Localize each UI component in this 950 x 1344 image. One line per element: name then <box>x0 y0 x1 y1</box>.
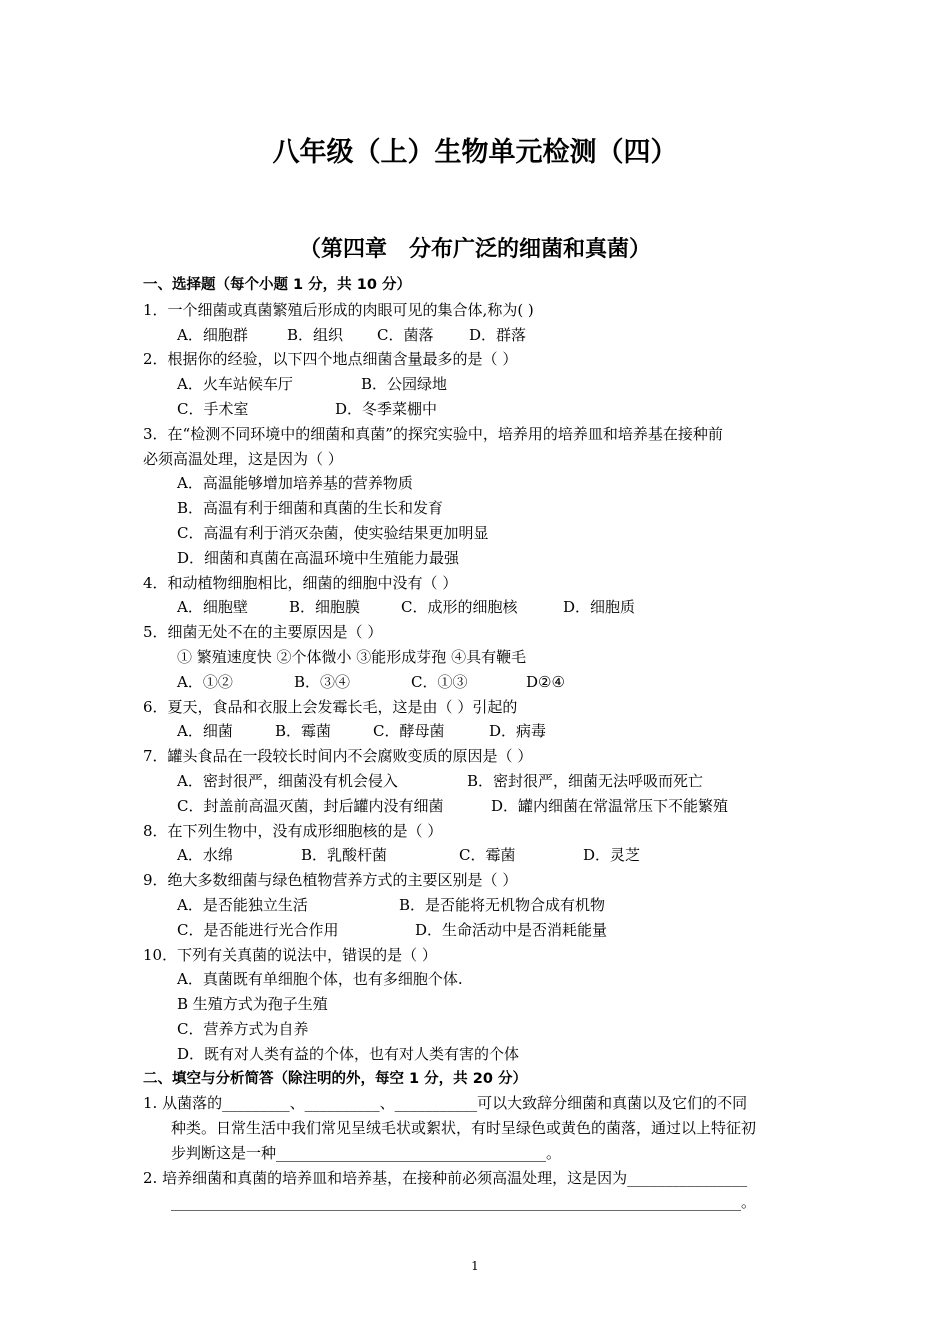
q1-stem: 1．一个细菌或真菌繁殖后形成的肉眼可见的集合体,称为( ) <box>143 300 534 319</box>
q2-option-d: D．冬季菜棚中 <box>335 399 438 418</box>
q5-option-c: C．①③ <box>411 672 468 691</box>
q10-stem: 10．下列有关真菌的说法中，错误的是（ ） <box>143 945 437 964</box>
q3-option-d: D．细菌和真菌在高温环境中生殖能力最强 <box>177 548 460 567</box>
q1-option-a: A．细胞群 <box>177 325 248 344</box>
q9-stem: 9．绝大多数细菌与绿色植物营养方式的主要区别是（ ） <box>143 871 518 890</box>
q3-stem-line1: 3．在“检测不同环境中的细菌和真菌”的探究实验中，培养用的培养皿和培养基在接种前 <box>143 424 723 443</box>
q7-stem: 7．罐头食品在一段较长时间内不会腐败变质的原因是（ ） <box>143 747 533 766</box>
q2-options-row2 <box>143 397 813 422</box>
q5-option-a: A．①② <box>177 672 233 691</box>
q5-stem: 5．细菌无处不在的主要原因是（ ） <box>143 623 383 642</box>
fill1-line2: 种类。日常生活中我们常见呈绒毛状或絮状，有时呈绿色或黄色的菌落，通过以上特征初 <box>171 1119 757 1138</box>
q4-option-d: D．细胞质 <box>563 598 636 617</box>
q8-option-d: D．灵芝 <box>583 846 641 865</box>
q2-option-b: B．公园绿地 <box>361 375 448 394</box>
q5-option-d: D②④ <box>526 672 565 691</box>
q7-options-row1 <box>143 769 813 794</box>
q9-options-row1 <box>143 893 813 918</box>
q4-stem: 4．和动植物细胞相比，细菌的细胞中没有（ ） <box>143 573 458 592</box>
q6-option-b: B．霉菌 <box>275 722 332 741</box>
q3-option-b: B．高温有利于细菌和真菌的生长和发育 <box>177 499 444 518</box>
q2-stem: 2．根据你的经验，以下四个地点细菌含量最多的是（ ） <box>143 350 518 369</box>
q7-option-c: C．封盖前高温灭菌，封后罐内没有细菌 <box>177 796 444 815</box>
q1-option-b: B．组织 <box>287 325 344 344</box>
q9-option-b: B．是否能将无机物合成有机物 <box>399 895 606 914</box>
q7-option-b: B．密封很严，细菌无法呼吸而死亡 <box>467 771 704 790</box>
q2-option-a: A．火车站候车厅 <box>177 375 293 394</box>
page-number: 1 <box>471 1259 479 1273</box>
q8-option-b: B．乳酸杆菌 <box>301 846 388 865</box>
q6-option-c: C．酵母菌 <box>373 722 445 741</box>
q8-stem: 8．在下列生物中，没有成形细胞核的是（ ） <box>143 821 443 840</box>
q5-options <box>143 670 813 695</box>
q8-option-a: A．水绵 <box>177 846 233 865</box>
q7-option-a: A．密封很严，细菌没有机会侵入 <box>177 771 398 790</box>
q3-option-a: A．高温能够增加培养基的营养物质 <box>177 474 413 493</box>
q6-option-d: D．病毒 <box>489 722 547 741</box>
q4-option-b: B．细胞膜 <box>289 598 361 617</box>
q10-option-a: A．真菌既有单细胞个体，也有多细胞个体. <box>177 970 463 989</box>
q4-option-a: A．细胞壁 <box>177 598 248 617</box>
q9-option-a: A．是否能独立生活 <box>177 895 308 914</box>
q7-option-d: D．罐内细菌在常温常压下不能繁殖 <box>491 796 729 815</box>
q10-option-b: B 生殖方式为孢子生殖 <box>177 995 328 1014</box>
fill1-line1: 1. 从菌落的_________、__________、___________可以大致辞分细菌和真菌以及它们的不同 <box>143 1094 748 1113</box>
page-subtitle: （第四章 分布广泛的细菌和真菌） <box>298 237 651 262</box>
q1-options <box>143 323 813 348</box>
q6-options <box>143 719 813 744</box>
fill2-line2: ____________________________________________________________________________。 <box>171 1193 757 1212</box>
q5-statements: ① 繁殖速度快 ②个体微小 ③能形成芽孢 ④具有鞭毛 <box>177 647 527 666</box>
q9-option-d: D．生命活动中是否消耗能量 <box>415 920 608 939</box>
q2-option-c: C．手术室 <box>177 399 249 418</box>
q10-option-c: C．营养方式为自养 <box>177 1019 309 1038</box>
fill2-line1: 2. 培养细菌和真菌的培养皿和培养基，在接种前必须高温处理，这是因为________________ <box>143 1168 748 1187</box>
q7-options-row2 <box>143 794 813 819</box>
q9-option-c: C．是否能进行光合作用 <box>177 920 339 939</box>
page-title: 八年级（上）生物单元检测（四） <box>272 137 678 168</box>
q1-option-d: D．群落 <box>469 325 527 344</box>
question-content <box>143 273 813 1215</box>
q1-option-c: C．菌落 <box>377 325 434 344</box>
section-heading-fill: 二、填空与分析简答（除注明的外，每空 1 分，共 20 分） <box>143 1070 527 1087</box>
fill1-line3: 步判断这是一种____________________________________。 <box>171 1143 562 1162</box>
q10-option-d: D．既有对人类有益的个体，也有对人类有害的个体 <box>177 1044 520 1063</box>
q9-options-row2 <box>143 918 813 943</box>
section-heading-choice: 一、选择题（每个小题 1 分，共 10 分） <box>143 277 411 293</box>
q3-option-c: C．高温有利于消灭杂菌，使实验结果更加明显 <box>177 523 489 542</box>
q2-options-row1 <box>143 372 813 397</box>
q6-option-a: A．细菌 <box>177 722 233 741</box>
q8-option-c: C．霉菌 <box>459 846 516 865</box>
q6-stem: 6．夏天，食品和衣服上会发霉长毛，这是由（ ）引起的 <box>143 697 518 716</box>
q3-stem-line2: 必须高温处理，这是因为（ ） <box>143 449 343 468</box>
q4-options <box>143 595 813 620</box>
q8-options <box>143 843 813 868</box>
q5-option-b: B．③④ <box>294 672 351 691</box>
q4-option-c: C．成形的细胞核 <box>401 598 518 617</box>
